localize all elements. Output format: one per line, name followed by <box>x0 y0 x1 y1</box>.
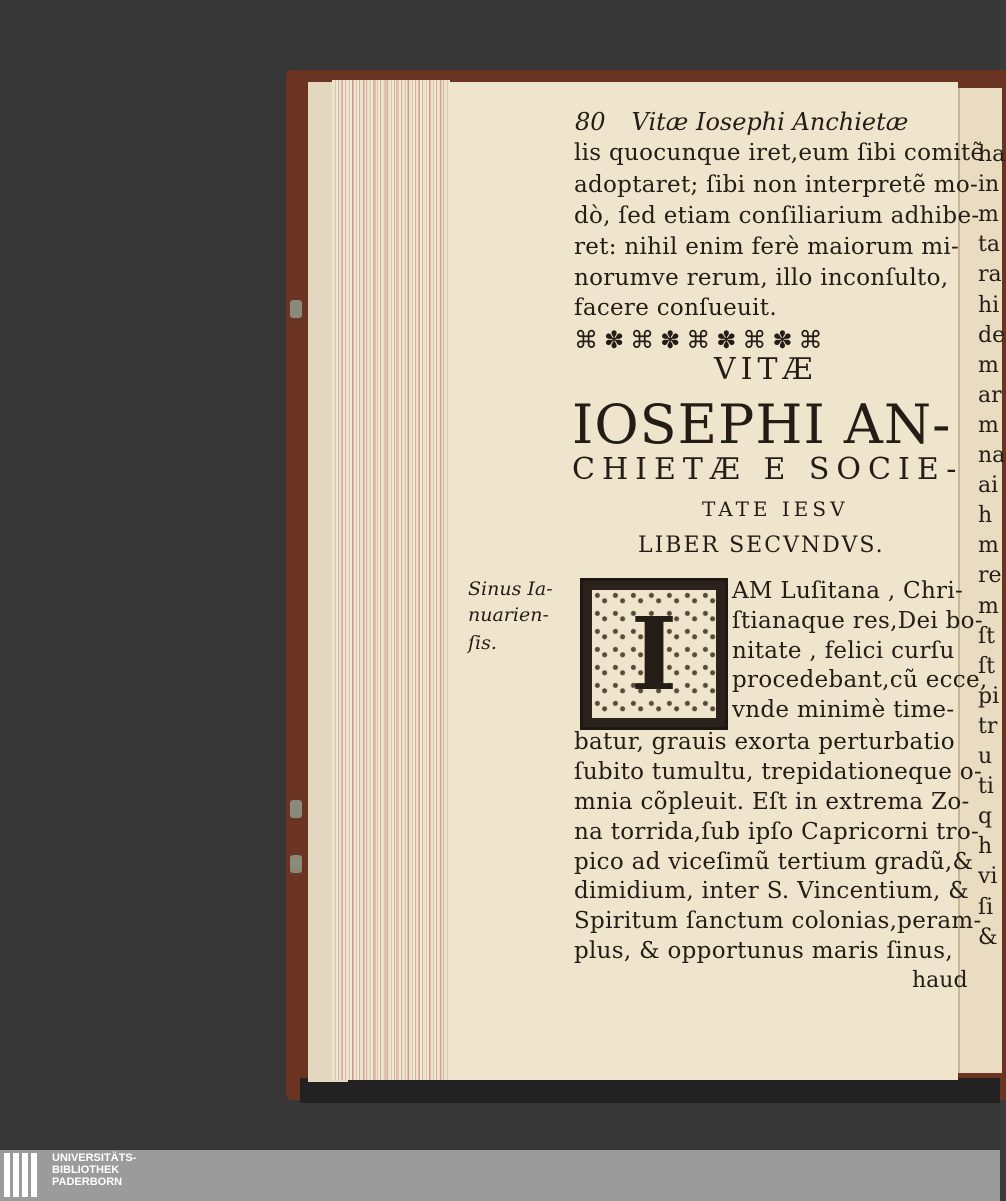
title-line-2: IOSEPHI AN- <box>572 393 952 456</box>
library-logo-icon <box>4 1153 44 1197</box>
next-page-fragment: m <box>978 593 999 619</box>
page-number: 80 <box>575 108 606 136</box>
book-shadow <box>300 1078 1000 1103</box>
margin-note-line: ſis. <box>468 632 497 654</box>
body-line: ſtianaque res,Dei bo- <box>732 608 983 634</box>
footer-bar <box>0 1150 1000 1201</box>
running-header <box>575 108 908 136</box>
body-line: lis quocunque iret,eum ſibi comitẽ <box>574 140 985 166</box>
logo-line: BIBLIOTHEK <box>52 1164 120 1176</box>
body-line: procedebant,cũ ecce, <box>732 667 988 693</box>
running-title: Vitæ Iosephi Anchietæ <box>631 108 909 136</box>
body-line: mnia cõpleuit. Eſt in extrema Zo- <box>574 789 970 815</box>
body-line: nitate , felici curſu <box>732 638 955 664</box>
next-page-fragment: ha <box>978 142 1006 167</box>
next-page-fragment: in <box>978 172 1000 198</box>
next-page-fragment: ſt <box>978 653 995 679</box>
next-page-fragment: ti <box>978 774 994 800</box>
decorated-initial <box>580 578 728 730</box>
next-page-fragment: vi <box>978 864 998 890</box>
next-page-fragment: re <box>978 563 1002 589</box>
next-page-fragment: m <box>978 412 999 438</box>
body-line: adoptaret; ſibi non interpretẽ mo- <box>574 172 979 198</box>
title-line-4: TATE IESV <box>702 497 849 521</box>
body-line: plus, & opportunus maris ſinus, <box>574 938 953 964</box>
body-line: norumve rerum, illo inconſulto, <box>574 265 949 291</box>
title-line-1: VITÆ <box>714 352 818 387</box>
body-line: Spiritum ſanctum colonias,peram- <box>574 908 982 934</box>
next-page-fragment: na <box>978 443 1006 468</box>
next-page-fragment: ra <box>978 262 1002 288</box>
ornament-glyphs: ⌘✽⌘✽⌘✽⌘✽⌘ <box>574 326 829 354</box>
clasp-top <box>290 300 302 318</box>
initial-letter: I <box>592 590 716 718</box>
body-line: ſubito tumultu, trepidationeque o- <box>574 759 983 785</box>
next-page-fragment: q <box>978 804 993 830</box>
body-line: dimidium, inter S. Vincentium, & <box>574 878 970 904</box>
next-page-fragment: ſi <box>978 894 994 920</box>
body-line: pico ad viceſimũ tertium gradũ,& <box>574 849 974 875</box>
body-line: dò, ſed etiam conſiliarium adhibe- <box>574 203 980 229</box>
library-logo-text <box>52 1152 136 1188</box>
body-line: facere conſueuit. <box>574 295 777 321</box>
body-line: batur, grauis exorta perturbatio <box>574 729 955 755</box>
body-line: ret: nihil enim ferè maiorum mi- <box>574 234 960 260</box>
next-page-fragment: m <box>978 202 999 228</box>
next-page-fragment: h <box>978 503 993 529</box>
body-line: vnde minimè time- <box>732 697 955 723</box>
next-page-fragment: hi <box>978 292 1000 318</box>
next-page-fragment: ar <box>978 382 1002 408</box>
next-page-fragment: ta <box>978 232 1000 258</box>
book-heading: LIBER SECVNDVS. <box>638 533 885 558</box>
margin-note-line: Sinus Ia- <box>468 578 553 600</box>
title-line-3: CHIETÆ E SOCIE- <box>572 452 964 487</box>
clasp-middle <box>290 800 302 818</box>
next-page-fragment: tr <box>978 713 998 739</box>
logo-line: PADERBORN <box>52 1176 123 1188</box>
next-page-fragment: de <box>978 322 1006 348</box>
next-page-fragment: m <box>978 352 999 378</box>
page-edges <box>332 80 450 1080</box>
clasp-bottom <box>290 855 302 873</box>
next-page-fragment: & <box>978 924 998 950</box>
next-page-fragment: m <box>978 533 999 559</box>
margin-note-line: nuarien- <box>468 604 549 626</box>
ornamental-band <box>574 326 952 354</box>
next-page-fragment: ai <box>978 473 999 499</box>
next-page-fragment: pi <box>978 683 1000 709</box>
body-line: na torrida,ſub ipſo Capricorni tro- <box>574 819 980 845</box>
catchword: haud <box>912 968 968 993</box>
body-line: AM Luſitana , Chri- <box>732 578 964 604</box>
next-page-fragment: u <box>978 744 993 769</box>
next-page-fragment: ſt <box>978 623 995 649</box>
next-page-fragment: h <box>978 834 993 860</box>
logo-line: UNIVERSITÄTS- <box>52 1152 137 1164</box>
